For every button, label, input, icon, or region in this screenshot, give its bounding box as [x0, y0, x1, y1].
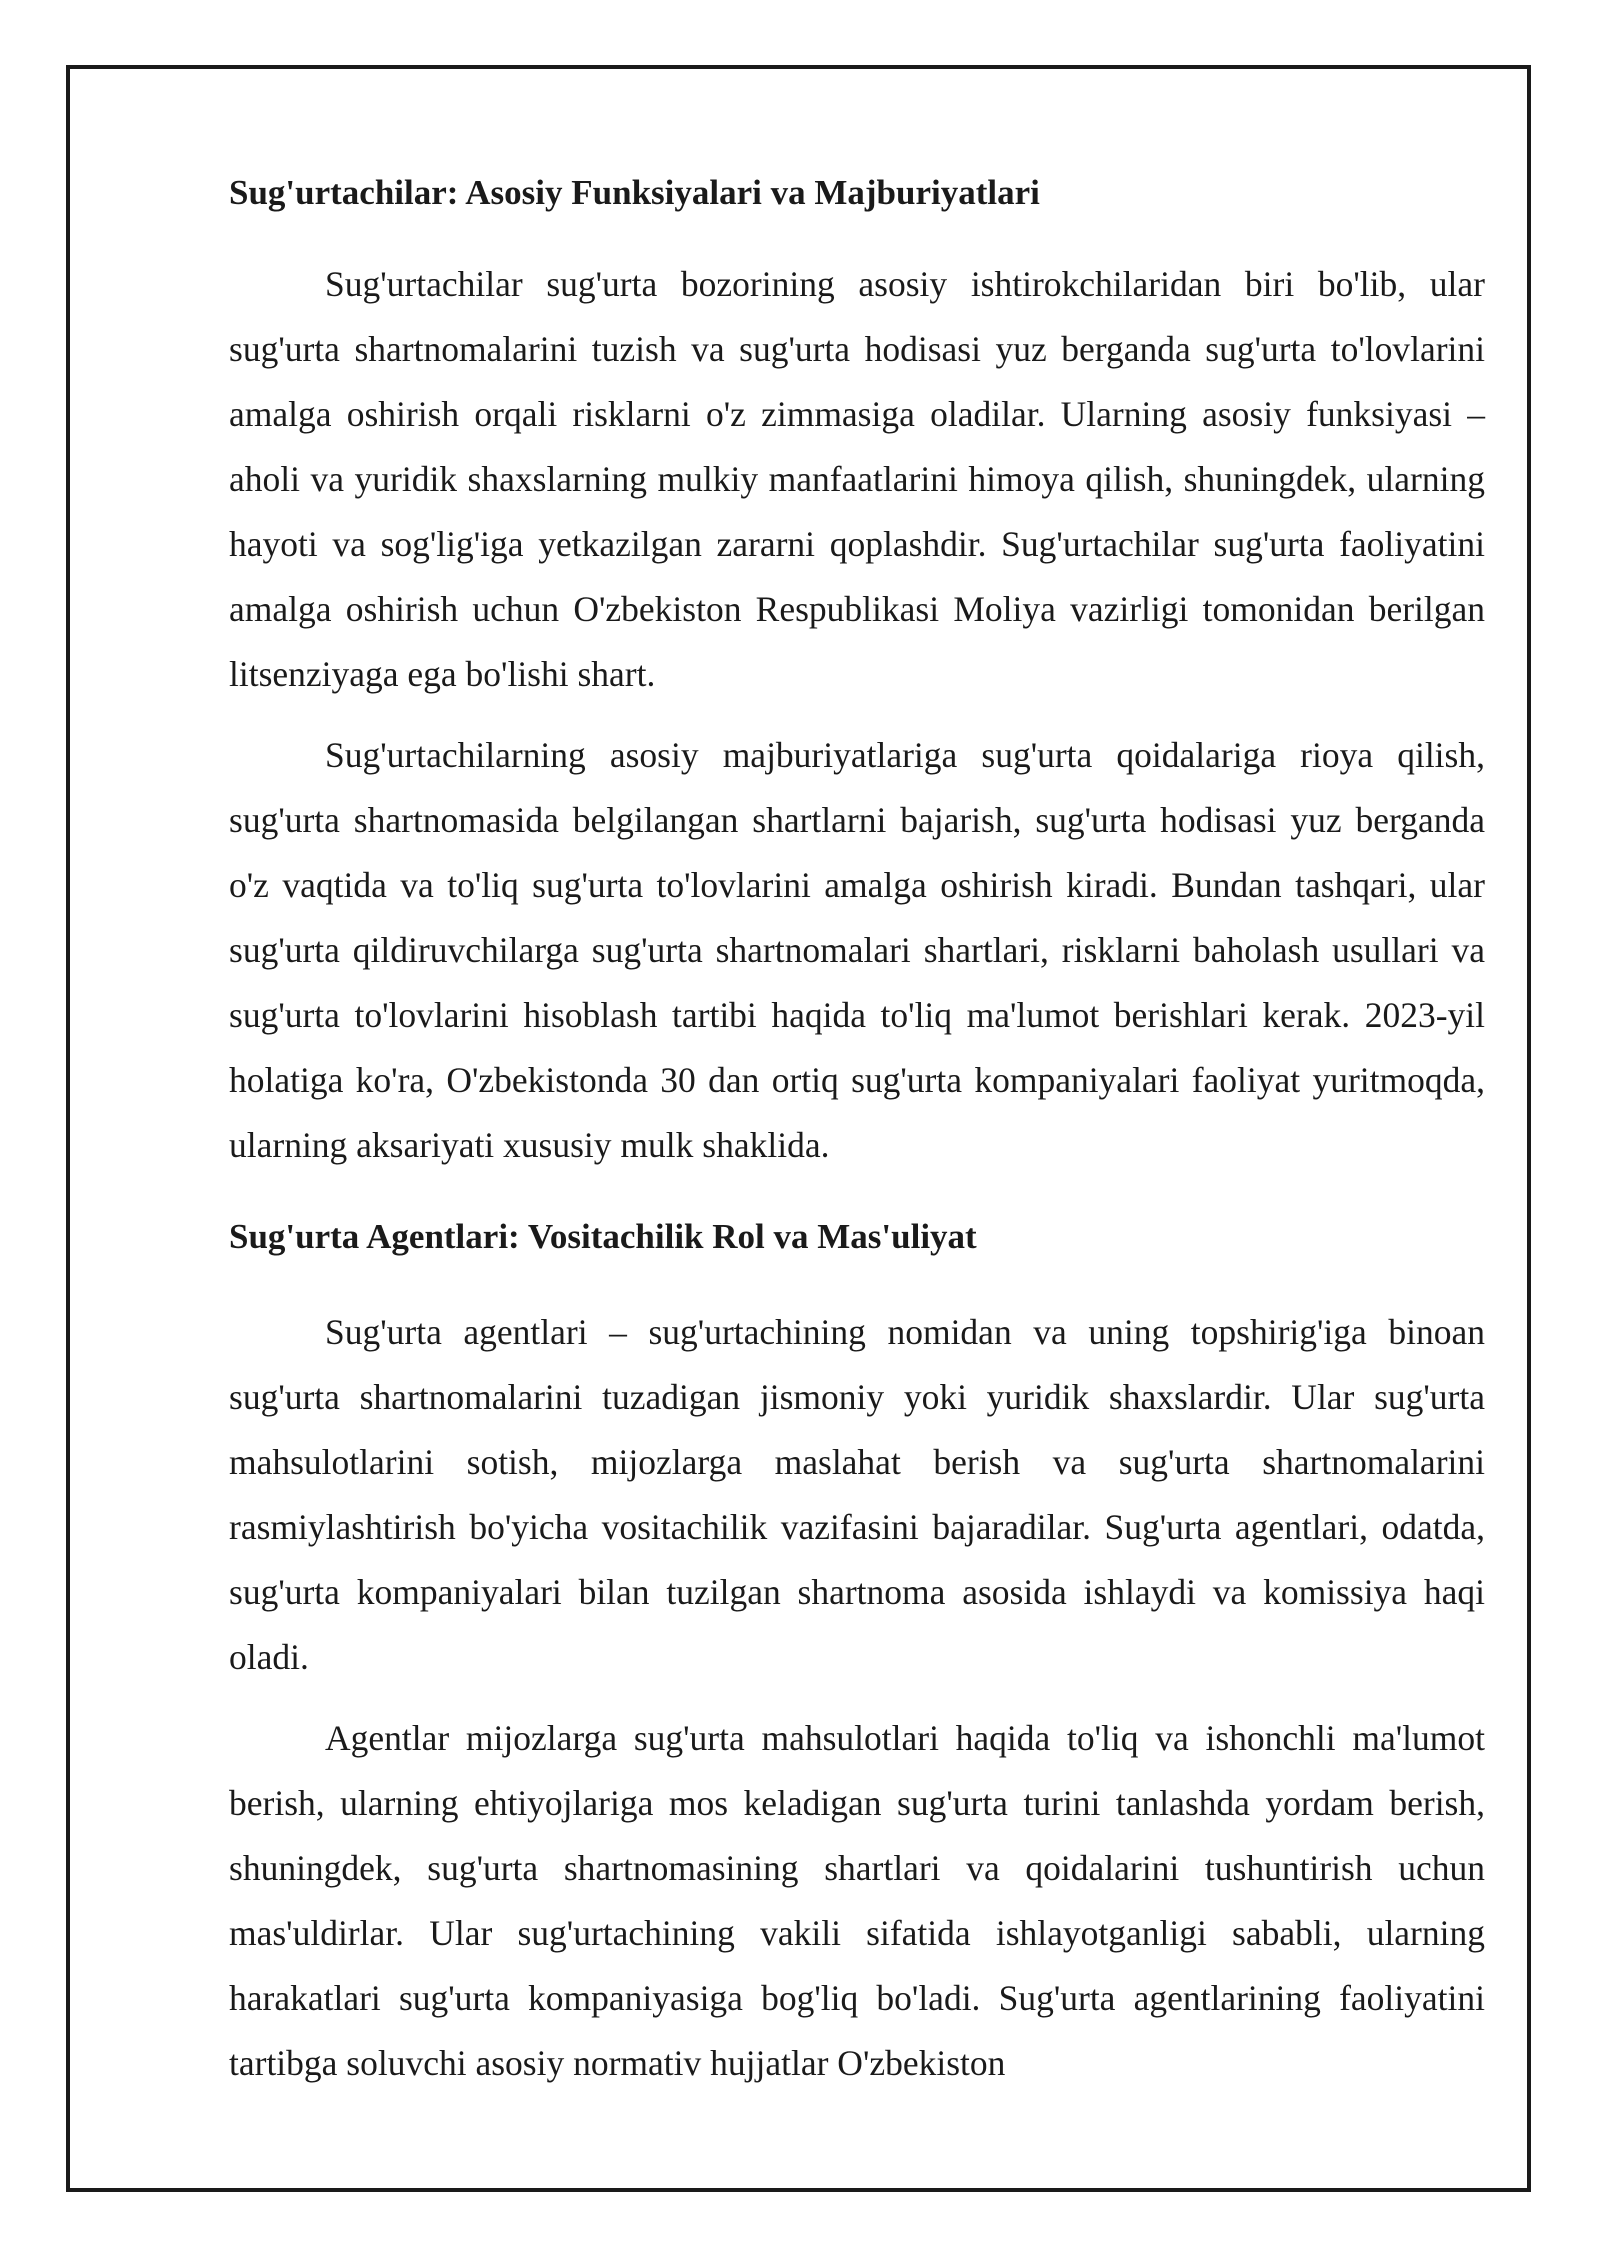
paragraph: Sug'urta agentlari – sug'urtachining nomidan va uning topshirig'iga binoan sug'urta shartnomalarini tuzadigan jismoniy yoki yuridik shaxslardir. Ular sug'urta mahsulotlarini sotish, mijozlarga maslahat berish va sug'urta shartnomalarini rasmiylashtirish bo'yicha vositachilik vazifasini bajaradilar. Sug'urta agentlari, odatda, sug'urta kompaniyalari bilan tuzilgan shartnoma asosida ishlaydi va komissiya haqi oladi.: [229, 1312, 1485, 1677]
document-body: [229, 170, 1485, 2096]
section-heading-insurers: Sug'urtachilar: Asosiy Funksiyalari va Majburiyatlari: [229, 173, 1040, 212]
paragraph: Sug'urtachilar sug'urta bozorining asosiy ishtirokchilaridan biri bo'lib, ular sug'urta shartnomalarini tuzish va sug'urta hodisasi yuz berganda sug'urta to'lovlarini amalga oshirish orqali risklarni o'z zimmasiga oladilar. Ularning asosiy funksiyasi – aholi va yuridik shaxslarning mulkiy manfaatlarini himoya qilish, shuningdek, ularning hayoti va sog'lig'iga yetkazilgan zararni qoplashdir. Sug'urtachilar sug'urta faoliyatini amalga oshirish uchun O'zbekiston Respublikasi Moliya vazirligi tomonidan berilgan litsenziyaga ega bo'lishi shart.: [229, 264, 1485, 694]
section-heading-agents: Sug'urta Agentlari: Vositachilik Rol va Mas'uliyat: [229, 1217, 977, 1256]
paragraph: Agentlar mijozlarga sug'urta mahsulotlari haqida to'liq va ishonchli ma'lumot berish, ularning ehtiyojlariga mos keladigan sug'urta turini tanlashda yordam berish, shuningdek, sug'urta shartnomasining shartlari va qoidalarini tushuntirish uchun mas'uldirlar. Ular sug'urtachining vakili sifatida ishlayotganligi sababli, ularning harakatlari sug'urta kompaniyasiga bog'liq bo'ladi. Sug'urta agentlarining faoliyatini tartibga soluvchi asosiy normativ hujjatlar O'zbekiston: [229, 1718, 1485, 2083]
paragraph: Sug'urtachilarning asosiy majburiyatlariga sug'urta qoidalariga rioya qilish, sug'urta shartnomasida belgilangan shartlarni bajarish, sug'urta hodisasi yuz berganda o'z vaqtida va to'liq sug'urta to'lovlarini amalga oshirish kiradi. Bundan tashqari, ular sug'urta qildiruvchilarga sug'urta shartnomalari shartlari, risklarni baholash usullari va sug'urta to'lovlarini hisoblash tartibi haqida to'liq ma'lumot berishlari kerak. 2023-yil holatiga ko'ra, O'zbekistonda 30 dan ortiq sug'urta kompaniyalari faoliyat yuritmoqda, ularning aksariyati xususiy mulk shaklida.: [229, 735, 1485, 1165]
